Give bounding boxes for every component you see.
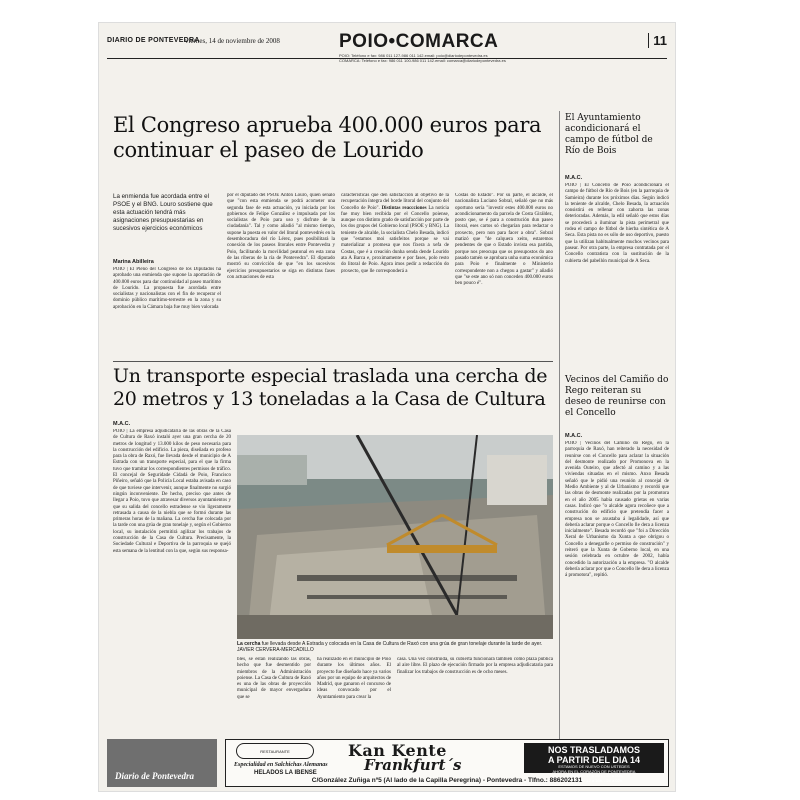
sidebar-headline: El Ayuntamiento acondicionará el campo de fútbol de Río de Bois [565,113,653,156]
issue-date: viernes, 14 de noviembre de 2008 [185,37,280,45]
paper-name: DIARIO DE PONTEVEDRA [107,37,200,44]
photo-caption [237,641,553,653]
article-col-3 [341,193,449,355]
col3-body: La noticia fue muy bien recibida por el Concello poiense, aunque con distinto grado de satisfacción por parte de los dos grupos del Gobierno local (PSOE y BNG). La teniente de alcalde, la socialista Chelo Besada, indicó que "estamos moi satisfeitos porque se vai materializar a promesa que nos fixera a xefa de Costas, que é a creación dunha senda dende Lourido ata A Barca e, proximamente e por fases, polo resto do litoral de Poio. Agora imos pedir a redacción do proxecto, que lle corresponderá a [341,205,449,274]
sidebar-byline: M.A.C. [565,175,583,181]
article-col-2: por el diputado del PSOE Antón Louro, quien señaló que "con esta enmienda se podrá acometer una segunda fase de esta actuación, ya iniciada por los gobiernos de Felipe González e impulsada por los socialistas de Poio para uso y disfrute de la ciudadanía". Tal y como añadió "al mismo tiempo, supone la puesta en valor del litoral pontevedrés en la desembocadura del río Lérez, pues posibilitará la conexión de los paseos litorales entre Pontevedra y Poio, facilitando la movilidad peatonal en esta zona de las riberas de la ría de Pontevedra". El diputado mostró su convicción de que "en los sucesivos ejercicios presupuestarios se siga en distintas fases con actuaciones de esta [227,193,335,280]
ad-specialty: Especialidad en Salchichas Alemanas [234,762,328,768]
ad-brand-name: Kan Kente [348,741,447,760]
relocation-line-1: ESTAMOS DE NUEVO CON USTEDES [558,764,630,769]
sidebar-body: POIO | El Concello de Poio acondicionará el campo de fútbol de Río de Bois (en la parroquia de Samieira) durante los próximos días. Según indicó la teniente de alcalde, Chelo Besada, la actuación consistirá en rellenar con zahorra las zonas deterioradas. Además, la edil señaló que estos días se procederá a iluminar la pista perimetral que rodea el campo de fútbol de hierba sintética de A Seca. Esta pista no es sólo de uso deportivo, puesto que la utilizan habitualmente muchos vecinos para pasear. Por otra parte, la empresa contratada por el Concello contratista con la sustitución de la cubierta del pabellón municipal de A Seca. [565,183,669,264]
caption-text: fue llevada desde A Estrada y colocada en la Casa de Cultura de Raxó con una grúa de gran tonelaje durante la tarde de ayer. [261,641,543,647]
ad-kan-kente [225,739,669,787]
col3-intro: características que den satisfacción al objetivo de la recuperación íntegra del borde litoral del conjunto del Concello de Poio". [341,193,449,211]
construction-photo [237,435,553,639]
restaurant-badge: RESTAURANTE [236,743,314,759]
contact-poio: POIO: Teléfono e fax: 986 011 127-986 011 142.email: poio@diariodepontevedra.es [339,53,488,58]
newspaper-page [98,22,676,792]
column-divider [559,111,560,751]
advertising-strip [107,739,667,787]
byline: Marina Abilleira [113,259,154,265]
ad-brand-name-2: Frankfurt´s [364,756,462,774]
article-col-2: bles, se están realizando las obras, hecho que fue desmentido por miembros de la Administración poiense. La Casa de Cultura de Raxó es una de las obras de proyección municipal de mayor envergadura que se [237,657,311,700]
diario-logo: Diario de Pontevedra [115,771,194,781]
article-col-4: Costas do Estado". Por su parte, el alcalde, el nacionalista Luciano Sobral, señaló que no más oportuno sería "investir estes 400.000 euros no acondicionamento da parcela de Costa Giráldez, posto que, se é para a construción dun paseo litoral, eses cartos só chegarían para redactar o proxecto, pero non para facer a obra". Sobral matizó que "de calquera xeito, estaremos pendentes de que o Estado invista esa partida, porque nos preocupa que os presupostos do ano pasado tamén se aprobara unha suma económica para Poio e finalmente o Ministerio correspondente non a chegou a gastar" y añadió que "se este ano só non conceden 400.000 euros ben pouco é". [455,193,553,287]
ad-address: C/González Zuñiga nº5 (Al lado de la Capilla Peregrina) - Pontevedra - Tlfno.: 886202131 [311,777,583,784]
construction-site-image [237,435,553,639]
subhead-reactions: Distintas reaccciones [381,205,427,211]
article-col-4: casa. Una vez construida, su cubierta funcionará también como plaza pública al aire libre. El plazo de ejecución firmado por la empresa adjudicataria para finalizar los trabajos de construcción es de ocho meses. [397,657,553,675]
headline-cercha: Un transporte especial traslada una cercha de 20 metros y 13 toneladas a la Casa de Cultura [113,365,548,410]
relocation-line-4: Vie. y Sáb.: 12 a 16h. - 20 a 02h. [564,777,624,783]
ad-helados: HELADOS LA IBENSE [254,770,317,776]
page-number: 11 [648,33,667,48]
relocation-line-2: AHORA EN EL CORAZÓN DE PONTEVEDRA [552,768,636,774]
contact-comarca: COMARCA: Teléfono e fax: 986 011 100-986 011 142.email: comarca@diariodepontevedra.es [339,58,506,63]
photo-credit: JAVIER CERVERA-MERCADILLO [237,647,314,653]
caption-lead: La cercha [237,641,261,647]
relocation-notice [524,743,664,783]
section-rule [113,361,553,362]
relocation-date: A PARTIR DEL DIA 14 [547,755,640,765]
section-contacts [339,53,506,63]
article-col-1: POIO | El Pleno del Congreso de los Diputados ha aprobado una enmienda que supone la aportación de 400.000 euros para dar continuidad al paseo marítimo de Lourido. La propuesta fue acordada entre socialistas y nacionalistas con el fin de recuperar el dominio público marítimo-terrestre en la zona y su aprobación en la Cámara baja fue muy bien valorada [113,267,221,310]
sidebar-byline: M.A.C. [565,433,583,439]
byline: M.A.C. [113,421,131,427]
ad-diario [107,739,217,787]
section-title: POIO•COMARCA [339,31,499,52]
sidebar-headline: Vecinos del Camiño do Rego reiteran su deseo de reunirse con el Concello [565,375,669,418]
article-col-1: POIO | La empresa adjudicataria de las obras de la Casa de Cultura de Raxó instaló ayer una gran cercha de 20 metros de longitud y 13.000 kilos de peso necesaria para la construcción del edificio. La pieza, diseñada ex profeso para la obra de Raxó, fue llevada desde el municipio de A Estrada con un transporte especial, para el que la firma tuvo que tramitar los correspondientes permisos de tráfico. El concejal de Seguridade Cidadá de Poio, Francisco Piñeiro, señaló que la Policía Local estaba avisada en caso de que tuviese que intervenir, aunque finalmente no surgió ningún inconveniente. De hecho, preciso que antes de llegar a Poio, tuvo que atravesar diversos ayuntamientos y que su salida del concello estradense se vio ligeramente retrasada a causa de la niebla que se formó durante las primeras horas de la mañana. La cercha fue colocada por la tarde con una grúa de gran tonelaje y, según el Gobierno local, su instalación permitirá agilizar los trabajos de construcción de la Casa de Cultura. Precisamente, la Sociedade Cultural e Deportiva de la parroquia se quejó esta semana de la lentitud con la que, según sus responsa- [113,429,231,554]
relocation-line-3: HORARIO: 12 a 16h. - 20 a 00h. [565,773,623,779]
masthead [107,31,667,63]
headline-lourido: El Congreso aprueba 400.000 euros para continuar el paseo de Lourido [113,113,542,162]
sidebar-body: POIO | Vecinos del Camiño do Rego, en la parroquia de Raxó, han reiterado la necesidad de reunirse con el Concello para aclarar la situación del desmonte realizado por Promonova en la avenida Outeiro, que afectó al camino y a las viviendas situadas en el mismo. Anxo Besada señaló que le pidió una reunión al concejal de Medio Ambiente y al de Urbanismo y recordó que las obras de desmonte realizadas por la promotora en el año 2005 había causado grietas en varias casas. Indicó que "o alcalde agora recoñece que a construción do edificio que pretendía facer a empresa non se axustaba á legalidade, así que debería aclarar porque o Concello lle dera a licenza inicialmente". Besada recordó que "foi a Dirección Xeral de Urbanismo da Xunta a que obrigou o Concello a denegarlle o permiso de construción" y reiteró que la Xunta de Goberno local, en una sesión celebrada en octubre de 2002, había concedido la autorización a la empresa. "O alcalde debería aclarar por que o Concello lle dera a licenza á promotora", repitió. [565,441,669,579]
article-col-3: ha realizado en el municipio de Poio durante los últimos años. El proyecto fue diseñado hace ya varios años por un equipo de arquitectos de Madrid, que ganaron el concurso de ideas convocado por el Ayuntamiento para crear la [317,657,391,700]
relocation-title: NOS TRASLADAMOS [548,745,640,755]
sidebar-football [565,113,669,333]
sidebar-camino-rego [565,375,669,731]
article-deck: La enmienda fue acordada entre el PSOE y el BNG. Louro sostiene que esta actuación tendrá más asignaciones presupuestarias en sucesivos ejercicios económicos [113,193,213,232]
